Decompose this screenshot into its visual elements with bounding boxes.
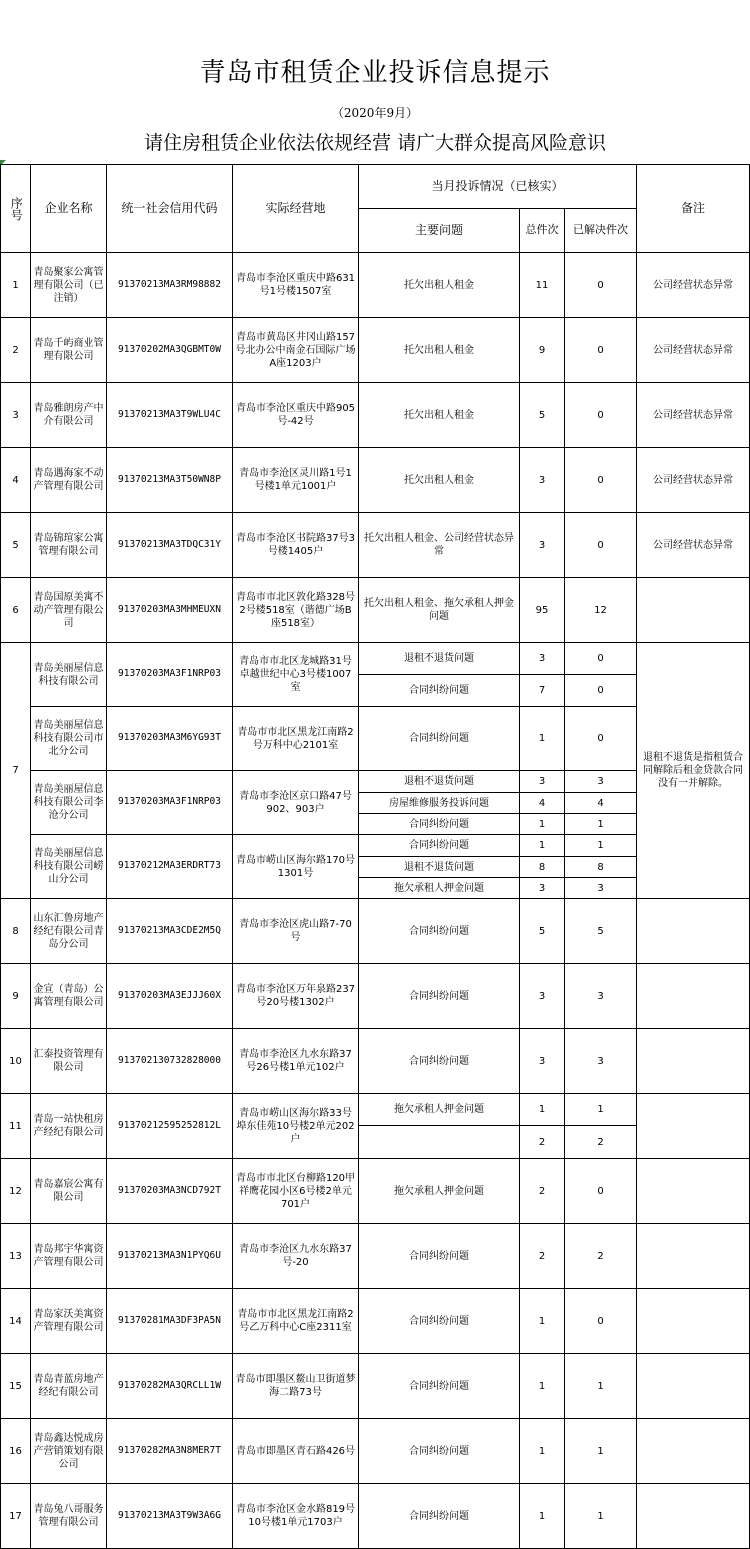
credit-code-cell: 91370203MA3EJJJ60X (107, 964, 233, 1029)
credit-code-cell: 91370203MA3F1NRP03 (107, 771, 233, 835)
seq-cell: 14 (1, 1289, 31, 1354)
address-cell: 青岛市市北区敦化路328号2号楼518室（谐德广场B座518室） (233, 578, 359, 643)
total-cell: 4 (520, 793, 565, 814)
remark-cell (637, 1224, 750, 1289)
total-cell: 3 (520, 643, 565, 675)
seq-cell: 11 (1, 1094, 31, 1159)
table-row (1, 1094, 750, 1126)
total-cell: 3 (520, 771, 565, 793)
total-cell: 9 (520, 318, 565, 383)
issue-cell: 退租不退货问题 (359, 771, 520, 793)
address-cell: 青岛市市北区台柳路120甲祥鹰花园小区6号楼2单元701户 (233, 1159, 359, 1224)
issue-cell: 合同纠纷问题 (359, 675, 520, 707)
resolved-cell: 1 (565, 1419, 637, 1484)
issue-cell: 托欠出租人租金、公司经营状态异常 (359, 513, 520, 578)
address-cell: 青岛市李沧区灵川路1号1号楼1单元1001户 (233, 448, 359, 513)
seq-cell: 1 (1, 253, 31, 318)
address-cell: 青岛市市北区黑龙江南路2号乙万科中心C座2311室 (233, 1289, 359, 1354)
credit-code-cell: 91370213MA3TDQC31Y (107, 513, 233, 578)
company-name-cell: 青岛鑫达悦成房产营销策划有限公司 (31, 1419, 107, 1484)
address-cell: 青岛市崂山区海尔路170号1301号 (233, 835, 359, 899)
credit-code-cell: 91370213MA3RM98882 (107, 253, 233, 318)
complaint-table (0, 164, 750, 1549)
total-cell: 5 (520, 899, 565, 964)
table-row (1, 1159, 750, 1224)
company-name-cell: 汇泰投资管理有限公司 (31, 1029, 107, 1094)
seq-cell: 16 (1, 1419, 31, 1484)
header-issue: 主要问题 (359, 209, 520, 253)
total-cell: 3 (520, 448, 565, 513)
table-row (1, 448, 750, 513)
page-subtitle: （2020年9月） (331, 106, 419, 120)
seq-cell: 9 (1, 964, 31, 1029)
remark-cell (637, 1419, 750, 1484)
company-name-cell: 青岛千屿商业管理有限公司 (31, 318, 107, 383)
table-row (1, 383, 750, 448)
issue-cell: 合同纠纷问题 (359, 1289, 520, 1354)
total-cell: 3 (520, 964, 565, 1029)
total-cell: 2 (520, 1159, 565, 1224)
resolved-cell: 0 (565, 448, 637, 513)
resolved-cell: 1 (565, 814, 637, 835)
address-cell: 青岛市李沧区虎山路7-70号 (233, 899, 359, 964)
table-row (1, 318, 750, 383)
address-cell: 青岛市李沧区重庆中路905号-42号 (233, 383, 359, 448)
company-name-cell: 青岛家沃美寓资产管理有限公司 (31, 1289, 107, 1354)
header-address: 实际经营地 (233, 165, 359, 253)
seq-cell: 13 (1, 1224, 31, 1289)
company-name-cell: 青岛青蓝房地产经纪有限公司 (31, 1354, 107, 1419)
seq-cell: 2 (1, 318, 31, 383)
issue-cell: 托欠出租人租金、拖欠承租人押金问题 (359, 578, 520, 643)
credit-code-cell: 91370203MA3NCD792T (107, 1159, 233, 1224)
credit-code-cell: 91370213MA3N1PYQ6U (107, 1224, 233, 1289)
company-name-cell: 青岛嘉宸公寓有限公司 (31, 1159, 107, 1224)
resolved-cell: 1 (565, 1354, 637, 1419)
table-row (1, 1289, 750, 1354)
resolved-cell: 12 (565, 578, 637, 643)
issue-cell: 托欠出租人租金 (359, 253, 520, 318)
resolved-cell: 8 (565, 857, 637, 878)
issue-cell: 合同纠纷问题 (359, 1354, 520, 1419)
credit-code-cell: 91370282MA3N8MER7T (107, 1419, 233, 1484)
company-name-cell: 青岛遇海家不动产管理有限公司 (31, 448, 107, 513)
issue-cell (359, 1126, 520, 1159)
resolved-cell: 0 (565, 1289, 637, 1354)
resolved-cell: 0 (565, 318, 637, 383)
company-name-cell: 青岛美丽屋信息科技有限公司李沧分公司 (31, 771, 107, 835)
issue-cell: 托欠出租人租金 (359, 448, 520, 513)
total-cell: 2 (520, 1224, 565, 1289)
address-cell: 青岛市即墨区鳌山卫街道梦海二路73号 (233, 1354, 359, 1419)
table-row (1, 513, 750, 578)
resolved-cell: 0 (565, 707, 637, 771)
company-name-cell: 青岛美丽屋信息科技有限公司 (31, 643, 107, 707)
resolved-cell: 3 (565, 771, 637, 793)
total-cell: 1 (520, 707, 565, 771)
total-cell: 3 (520, 513, 565, 578)
credit-code-cell: 91370212595252812L (107, 1094, 233, 1159)
credit-code-cell: 91370203MA3F1NRP03 (107, 643, 233, 707)
address-cell: 青岛市李沧区金水路819号10号楼1单元1703户 (233, 1484, 359, 1549)
seq-cell: 12 (1, 1159, 31, 1224)
remark-cell: 公司经营状态异常 (637, 383, 750, 448)
issue-cell: 托欠出租人租金 (359, 383, 520, 448)
resolved-cell: 0 (565, 383, 637, 448)
credit-code-cell: 91370213MA3CDE2M5Q (107, 899, 233, 964)
total-cell: 1 (520, 1419, 565, 1484)
address-cell: 青岛市市北区黑龙江南路2号万科中心2101室 (233, 707, 359, 771)
total-cell: 1 (520, 835, 565, 857)
credit-code-cell: 91370281MA3DF3PA5N (107, 1289, 233, 1354)
remark-cell: 退租不退货是指租赁合同解除后租金贷款合同没有一并解除。 (637, 643, 750, 899)
resolved-cell: 4 (565, 793, 637, 814)
header-complaints: 当月投诉情况（已核实） (359, 165, 637, 209)
credit-code-cell: 91370213MA3T50WN8P (107, 448, 233, 513)
total-cell: 1 (520, 1094, 565, 1126)
company-name-cell: 青岛邦宇华寓资产管理有限公司 (31, 1224, 107, 1289)
total-cell: 8 (520, 857, 565, 878)
table-row (1, 253, 750, 318)
total-cell: 11 (520, 253, 565, 318)
header-total: 总件次 (520, 209, 565, 253)
company-name-cell: 青岛美丽屋信息科技有限公司市北分公司 (31, 707, 107, 771)
resolved-cell: 1 (565, 1094, 637, 1126)
company-name-cell: 青岛国原美寓不动产管理有限公司 (31, 578, 107, 643)
resolved-cell: 0 (565, 1159, 637, 1224)
credit-code-cell: 913702130732828000 (107, 1029, 233, 1094)
remark-cell (637, 1094, 750, 1159)
resolved-cell: 0 (565, 643, 637, 675)
remark-cell (637, 964, 750, 1029)
address-cell: 青岛市李沧区九水东路37号26号楼1单元102户 (233, 1029, 359, 1094)
remark-cell (637, 1029, 750, 1094)
total-cell: 5 (520, 383, 565, 448)
total-cell: 2 (520, 1126, 565, 1159)
header-code: 统一社会信用代码 (107, 165, 233, 253)
resolved-cell: 2 (565, 1224, 637, 1289)
total-cell: 1 (520, 1354, 565, 1419)
table-row (1, 578, 750, 643)
credit-code-cell: 91370213MA3T9WLU4C (107, 383, 233, 448)
seq-cell: 5 (1, 513, 31, 578)
page-slogan: 请住房租赁企业依法依规经营 请广大群众提高风险意识 (143, 132, 607, 154)
total-cell: 1 (520, 814, 565, 835)
address-cell: 青岛市黄岛区井冈山路157号北办公中南金石国际广场A座1203户 (233, 318, 359, 383)
table-row (1, 1224, 750, 1289)
issue-cell: 合同纠纷问题 (359, 707, 520, 771)
issue-cell: 拖欠承租人押金问题 (359, 878, 520, 899)
company-name-cell: 青岛一站快租房产经纪有限公司 (31, 1094, 107, 1159)
company-name-cell: 青岛锦瑄家公寓管理有限公司 (31, 513, 107, 578)
issue-cell: 房屋维修服务投诉问题 (359, 793, 520, 814)
total-cell: 95 (520, 578, 565, 643)
issue-cell: 合同纠纷问题 (359, 814, 520, 835)
issue-cell: 合同纠纷问题 (359, 835, 520, 857)
resolved-cell: 0 (565, 675, 637, 707)
total-cell: 1 (520, 1484, 565, 1549)
total-cell: 3 (520, 878, 565, 899)
issue-cell: 拖欠承租人押金问题 (359, 1159, 520, 1224)
address-cell: 青岛市即墨区青石路426号 (233, 1419, 359, 1484)
credit-code-cell: 91370203MA3M6YG93T (107, 707, 233, 771)
remark-cell (637, 1159, 750, 1224)
issue-cell: 合同纠纷问题 (359, 1224, 520, 1289)
seq-cell: 8 (1, 899, 31, 964)
issue-cell: 退租不退货问题 (359, 857, 520, 878)
remark-cell (637, 1484, 750, 1549)
issue-cell: 合同纠纷问题 (359, 899, 520, 964)
page-title: 青岛市租赁企业投诉信息提示 (199, 58, 551, 88)
resolved-cell: 1 (565, 835, 637, 857)
resolved-cell: 3 (565, 1029, 637, 1094)
resolved-cell: 5 (565, 899, 637, 964)
credit-code-cell: 91370213MA3T9W3A6G (107, 1484, 233, 1549)
company-name-cell: 青岛雅朗房产中介有限公司 (31, 383, 107, 448)
seq-cell: 6 (1, 578, 31, 643)
seq-cell: 7 (1, 643, 31, 899)
credit-code-cell: 91370212MA3ERDRT73 (107, 835, 233, 899)
header-name: 企业名称 (31, 165, 107, 253)
issue-cell: 合同纠纷问题 (359, 1029, 520, 1094)
address-cell: 青岛市李沧区重庆中路631号1号楼1507室 (233, 253, 359, 318)
total-cell: 7 (520, 675, 565, 707)
seq-cell: 17 (1, 1484, 31, 1549)
header-seq: 序号 (1, 165, 31, 253)
company-name-cell: 青岛聚家公寓管理有限公司（已注销） (31, 253, 107, 318)
credit-code-cell: 91370282MA3QRCLL1W (107, 1354, 233, 1419)
resolved-cell: 3 (565, 878, 637, 899)
total-cell: 1 (520, 1289, 565, 1354)
address-cell: 青岛市李沧区京口路47号902、903户 (233, 771, 359, 835)
remark-cell: 公司经营状态异常 (637, 448, 750, 513)
issue-cell: 退租不退货问题 (359, 643, 520, 675)
address-cell: 青岛市崂山区海尔路33号埠东佳苑10号楼2单元202户 (233, 1094, 359, 1159)
credit-code-cell: 91370203MA3MHMEUXN (107, 578, 233, 643)
remark-cell: 公司经营状态异常 (637, 318, 750, 383)
table-row (1, 964, 750, 1029)
remark-cell: 公司经营状态异常 (637, 513, 750, 578)
table-row (1, 1419, 750, 1484)
seq-cell: 15 (1, 1354, 31, 1419)
address-cell: 青岛市李沧区万年泉路237号20号楼1302户 (233, 964, 359, 1029)
company-name-cell: 金宣（青岛）公寓管理有限公司 (31, 964, 107, 1029)
company-name-cell: 青岛兔八哥服务管理有限公司 (31, 1484, 107, 1549)
total-cell: 3 (520, 1029, 565, 1094)
table-row (1, 1354, 750, 1419)
table-row (1, 1029, 750, 1094)
remark-cell (637, 1289, 750, 1354)
seq-cell: 10 (1, 1029, 31, 1094)
remark-cell (637, 899, 750, 964)
resolved-cell: 2 (565, 1126, 637, 1159)
issue-cell: 合同纠纷问题 (359, 1419, 520, 1484)
remark-cell (637, 1354, 750, 1419)
remark-cell: 公司经营状态异常 (637, 253, 750, 318)
issue-cell: 托欠出租人租金 (359, 318, 520, 383)
address-cell: 青岛市李沧区九水东路37号-20 (233, 1224, 359, 1289)
table-body (1, 253, 750, 1549)
seq-cell: 3 (1, 383, 31, 448)
issue-cell: 合同纠纷问题 (359, 1484, 520, 1549)
resolved-cell: 0 (565, 253, 637, 318)
address-cell: 青岛市市北区龙城路31号卓越世纪中心3号楼1007室 (233, 643, 359, 707)
table-row (1, 643, 750, 675)
table-row (1, 899, 750, 964)
table-row (1, 1484, 750, 1549)
resolved-cell: 3 (565, 964, 637, 1029)
resolved-cell: 0 (565, 513, 637, 578)
remark-cell (637, 578, 750, 643)
seq-cell: 4 (1, 448, 31, 513)
header-remark: 备注 (637, 165, 750, 253)
issue-cell: 合同纠纷问题 (359, 964, 520, 1029)
header-resolved: 已解决件次 (565, 209, 637, 253)
company-name-cell: 山东汇鲁房地产经纪有限公司青岛分公司 (31, 899, 107, 964)
issue-cell: 拖欠承租人押金问题 (359, 1094, 520, 1126)
resolved-cell: 1 (565, 1484, 637, 1549)
company-name-cell: 青岛美丽屋信息科技有限公司崂山分公司 (31, 835, 107, 899)
credit-code-cell: 91370202MA3QGBMT0W (107, 318, 233, 383)
address-cell: 青岛市李沧区书院路37号3号楼1405户 (233, 513, 359, 578)
